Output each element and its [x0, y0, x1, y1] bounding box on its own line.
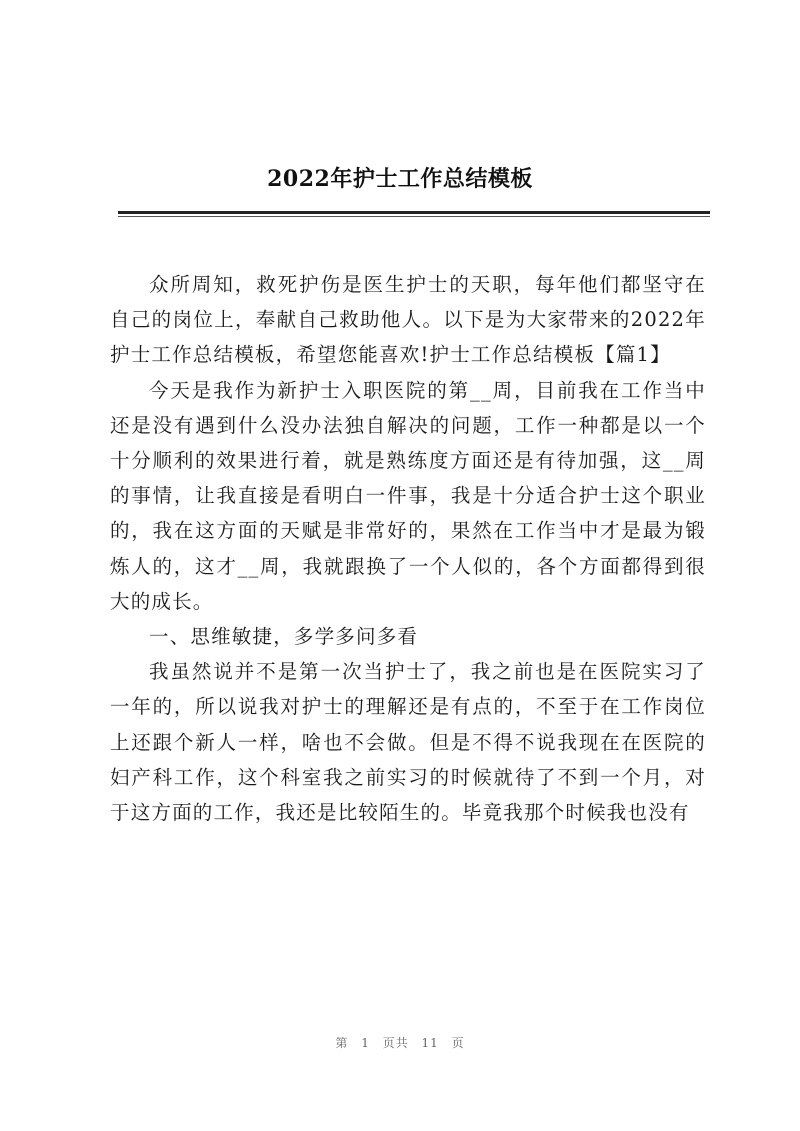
paragraph-section-body: 我虽然说并不是第一次当护士了，我之前也是在医院实习了一年的，所以说我对护士的理解还是有点的，不至于在工作岗位上还跟个新人一样，啥也不会做。但是不得不说我现在在医院的妇产科工作，这个科室我之前实习的时候就待了不到一个月，对于这方面的工作，我还是比较陌生的。毕竟我那个时候我也没有	[110, 660, 706, 825]
title-divider	[118, 211, 710, 214]
page-title: 2022年护士工作总结模板	[267, 166, 533, 192]
footer-prefix: 第	[335, 1036, 349, 1050]
footer-total-pages: 11	[421, 1036, 439, 1050]
footer-suffix: 页	[451, 1036, 465, 1050]
paragraph-intro: 众所周知，救死护伤是医生护士的天职，每年他们都坚守在自己的岗位上，奉献自己救助他人。以下是为大家带来的2022年护士工作总结模板，希望您能喜欢!护士工作总结模板【篇1】	[110, 273, 706, 367]
footer-middle: 页共	[382, 1036, 409, 1050]
section-heading: 一、思维敏捷，多学多问多看	[149, 625, 419, 649]
document-body	[110, 267, 706, 830]
footer-page-number: 1	[361, 1036, 370, 1050]
paragraph-work-intro: 今天是我作为新护士入职医院的第__周，目前我在工作当中还是没有遇到什么没办法独自解决的问题，工作一种都是以一个十分顺利的效果进行着，就是熟练度方面还是有待加强，这__周的事情，让我直接是看明白一件事，我是十分适合护士这个职业的，我在这方面的天赋是非常好的，果然在工作当中才是最为锻炼人的，这才__周，我就跟换了一个人似的，各个方面都得到很大的成长。	[110, 378, 706, 613]
page-footer	[0, 1034, 800, 1051]
title-divider-thin	[118, 216, 710, 217]
